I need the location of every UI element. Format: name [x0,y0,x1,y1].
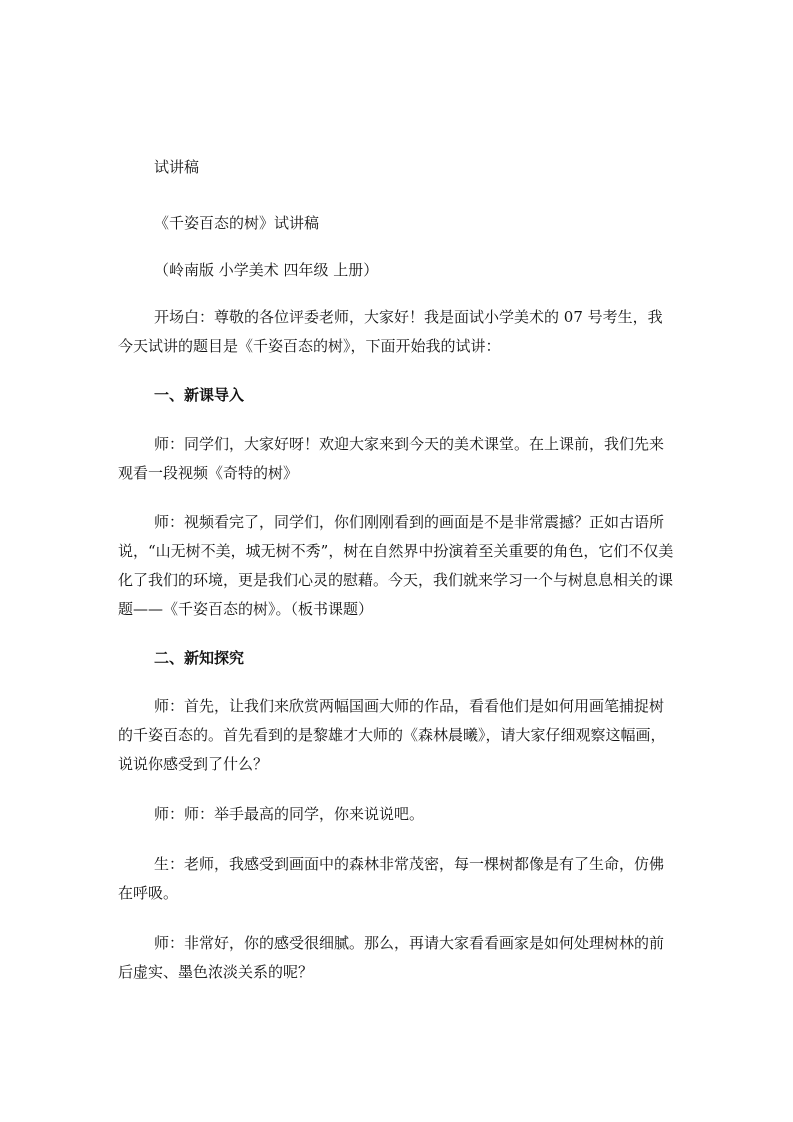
paragraph-opening: 开场白：尊敬的各位评委老师，大家好！我是面试小学美术的 07 号考生，我今天试讲的题目是《千姿百态的树》，下面开始我的试讲： [118,308,663,355]
paragraph-student-answer: 生：老师，我感受到画面中的森林非常茂密，每一棵树都像是有了生命，仿佛在呼吸。 [118,855,665,902]
paragraph-explore-1: 师：首先，让我们来欣赏两幅国画大师的作品，看看他们是如何用画笔捕捉树的千姿百态的。首先看到的是黎雄才大师的《森林晨曦》，请大家仔细观察这幅画，说说你感受到了什么？ [118,697,666,773]
paragraph-intro-1: 师：同学们，大家好呀！欢迎大家来到今天的美术课堂。在上课前，我们先来观看一段视频《奇特的树》 [118,435,665,482]
section-heading-intro: 一、新课导入 [154,386,245,404]
paragraph-intro-2: 师：视频看完了，同学们，你们刚刚看到的画面是不是非常震撼？正如古语所说，“山无树不美，城无树不秀”，树在自然界中扮演着至关重要的角色，它们不仅美化了我们的环境，更是我们心灵的慰藉。今天，我们就来学习一个与树息息相关的课题——《千姿百态的树》。（板书课题） [118,513,674,618]
doc-subtitle: （岭南版 小学美术 四年级 上册） [154,261,379,279]
paragraph-explore-2: 师：师：举手最高的同学，你来说说吧。 [154,805,425,823]
section-heading-explore: 二、新知探究 [154,649,245,667]
paragraph-explore-3: 师：非常好，你的感受很细腻。那么，再请大家看看画家是如何处理树林的前后虚实、墨色浓淡关系的呢？ [118,934,665,981]
doc-heading: 试讲稿 [154,158,200,176]
doc-title: 《千姿百态的树》试讲稿 [154,214,320,232]
